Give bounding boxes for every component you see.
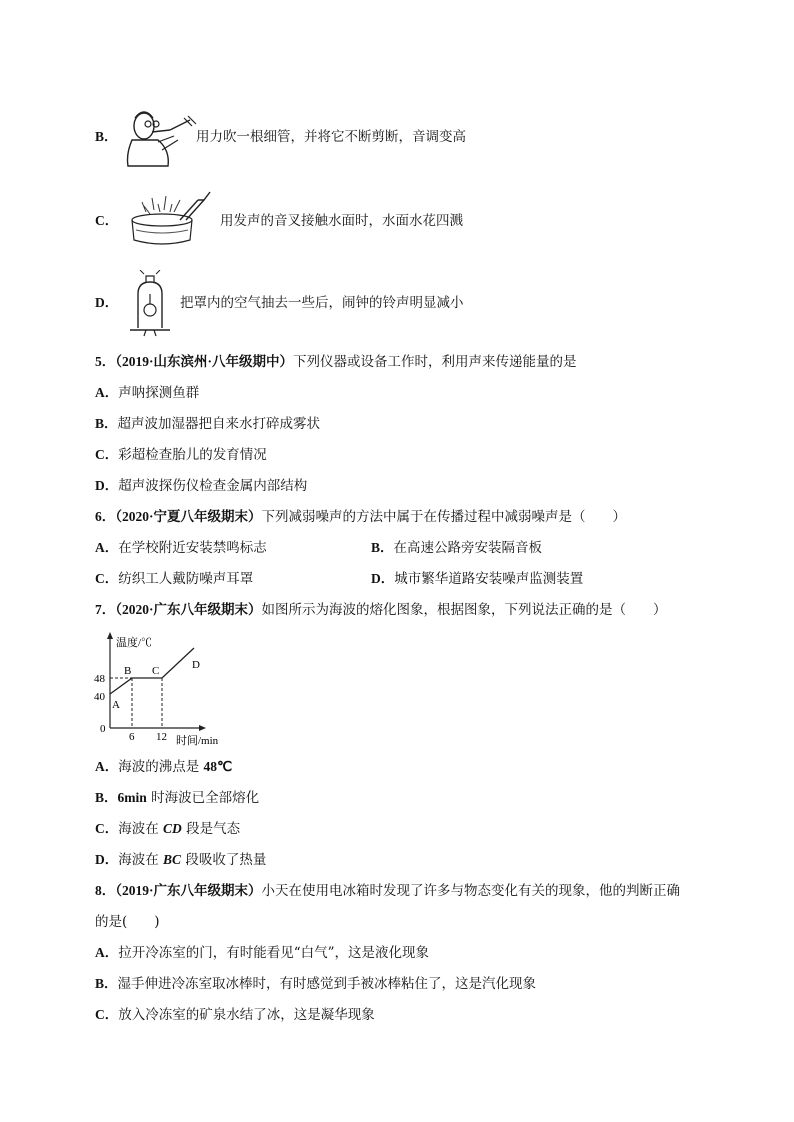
q4-option-d <box>95 294 118 312</box>
q8-stem <box>95 882 680 900</box>
option-text: 在高速公路旁安装隔音板 <box>393 540 543 556</box>
point-b: B <box>124 665 132 677</box>
option-label: B． <box>95 129 118 144</box>
option-label: D． <box>95 852 119 867</box>
option-label: D． <box>95 478 119 493</box>
question-text: 如图所示为海波的熔化图象，根据图象，下列说法正确的是（ ） <box>261 602 667 618</box>
bell-jar-alarm-clock-picture <box>122 270 178 338</box>
q4-option-c-text: 用发声的音叉接触水面时，水面水花四溅 <box>220 213 463 229</box>
question-number: 5． <box>95 354 116 369</box>
q7-option-d <box>95 851 266 869</box>
question-source: （2020·广东八年级期末） <box>115 602 262 617</box>
question-text: 小天在使用电冰箱时发现了许多与物态变化有关的现象，他的判断正确 <box>261 883 681 899</box>
point-a: A <box>112 699 120 711</box>
melting-graph <box>90 628 250 750</box>
q5-option-a <box>95 384 199 402</box>
point-c: C <box>152 665 160 677</box>
option-text-post: 时海波已全部熔化 <box>146 790 260 806</box>
option-text: 超声波加湿器把自来水打碎成雾状 <box>117 416 321 432</box>
option-label: B． <box>95 976 118 991</box>
option-label: C． <box>95 571 119 586</box>
tuning-fork-water-picture <box>124 190 214 250</box>
option-text-pre: 海波的沸点是 <box>118 759 204 775</box>
q7-option-b <box>95 789 259 807</box>
option-label: A． <box>95 540 119 555</box>
point-d: D <box>192 659 200 671</box>
question-source: （2019·山东滨州·八年级期中） <box>115 354 294 369</box>
q8-option-a <box>95 944 429 962</box>
x-axis-arrow <box>199 725 206 731</box>
ytick-40: 40 <box>94 691 105 703</box>
option-label: A． <box>95 945 119 960</box>
option-label: B． <box>95 790 118 805</box>
option-label: B． <box>371 540 394 555</box>
option-text: 湿手伸进冷冻室取冰棒时，有时感觉到手被冰棒粘住了，这是汽化现象 <box>117 976 537 992</box>
graph-xlabel: 时间/min <box>176 735 219 747</box>
q4-option-c <box>95 212 118 230</box>
q6-option-b <box>371 539 542 557</box>
option-text-pre: 海波在 <box>118 852 164 868</box>
q5-option-b <box>95 415 320 433</box>
option-text: 放入冷冻室的矿泉水结了冰，这是凝华现象 <box>118 1007 375 1023</box>
person-blowing-tube-picture <box>118 104 198 168</box>
question-source: （2019·广东八年级期末） <box>115 883 262 898</box>
option-text: 彩超检查胎儿的发育情况 <box>118 447 267 463</box>
option-label: C． <box>95 821 119 836</box>
q5-stem <box>95 353 577 371</box>
option-text-post: 段吸收了热量 <box>181 852 267 868</box>
option-text-post: 段是气态 <box>181 821 241 837</box>
option-label: C． <box>95 1007 119 1022</box>
q5-option-c <box>95 446 267 464</box>
ytick-0: 0 <box>100 723 106 735</box>
q6-option-a <box>95 539 267 557</box>
xtick-6: 6 <box>129 731 135 743</box>
option-text: 城市繁华道路安装噪声监测装置 <box>394 571 584 587</box>
q5-option-d <box>95 477 307 495</box>
option-label: A． <box>95 759 119 774</box>
question-number: 7． <box>95 602 116 617</box>
option-emphasis: 48℃ <box>203 759 233 774</box>
option-text: 在学校附近安装禁鸣标志 <box>118 540 267 556</box>
option-text: 超声波探伤仪检查金属内部结构 <box>118 478 308 494</box>
option-label: C． <box>95 447 119 462</box>
option-text: 纺织工人戴防噪声耳罩 <box>118 571 254 587</box>
option-label: D． <box>371 571 395 586</box>
question-number: 8． <box>95 883 116 898</box>
question-source: （2020·宁夏八年级期末） <box>115 509 262 524</box>
ytick-48: 48 <box>94 673 105 685</box>
option-emphasis: BC <box>163 852 182 867</box>
question-number: 6． <box>95 509 116 524</box>
q7-option-a <box>95 758 232 776</box>
option-text: 声呐探测鱼群 <box>118 385 200 401</box>
option-label: B． <box>95 416 118 431</box>
q6-option-d <box>371 570 583 588</box>
q6-option-c <box>95 570 253 588</box>
xtick-12: 12 <box>156 731 167 743</box>
option-emphasis: CD <box>163 821 182 836</box>
q6-stem <box>95 508 626 526</box>
y-axis-arrow <box>107 632 113 639</box>
q8-option-b <box>95 975 536 993</box>
option-label: D． <box>95 295 119 310</box>
q8-option-c <box>95 1006 375 1024</box>
q7-stem <box>95 601 667 619</box>
question-text: 下列减弱噪声的方法中属于在传播过程中减弱噪声是（ ） <box>261 509 627 525</box>
q8-stem-continued: 的是( ) <box>95 914 160 930</box>
q4-option-b <box>95 128 118 146</box>
option-emphasis: 6min <box>117 790 147 805</box>
q4-option-d-text: 把罩内的空气抽去一些后，闹钟的铃声明显减小 <box>180 295 464 311</box>
q7-option-c <box>95 820 240 838</box>
graph-ylabel: 温度/℃ <box>116 637 153 649</box>
q4-option-b-text: 用力吹一根细管，并将它不断剪断，音调变高 <box>196 129 466 145</box>
option-text: 拉开冷冻室的门，有时能看见“白气”，这是液化现象 <box>118 945 430 961</box>
question-text: 下列仪器或设备工作时，利用声来传递能量的是 <box>293 354 577 370</box>
option-text-pre: 海波在 <box>118 821 164 837</box>
option-label: A． <box>95 385 119 400</box>
option-label: C． <box>95 213 119 228</box>
